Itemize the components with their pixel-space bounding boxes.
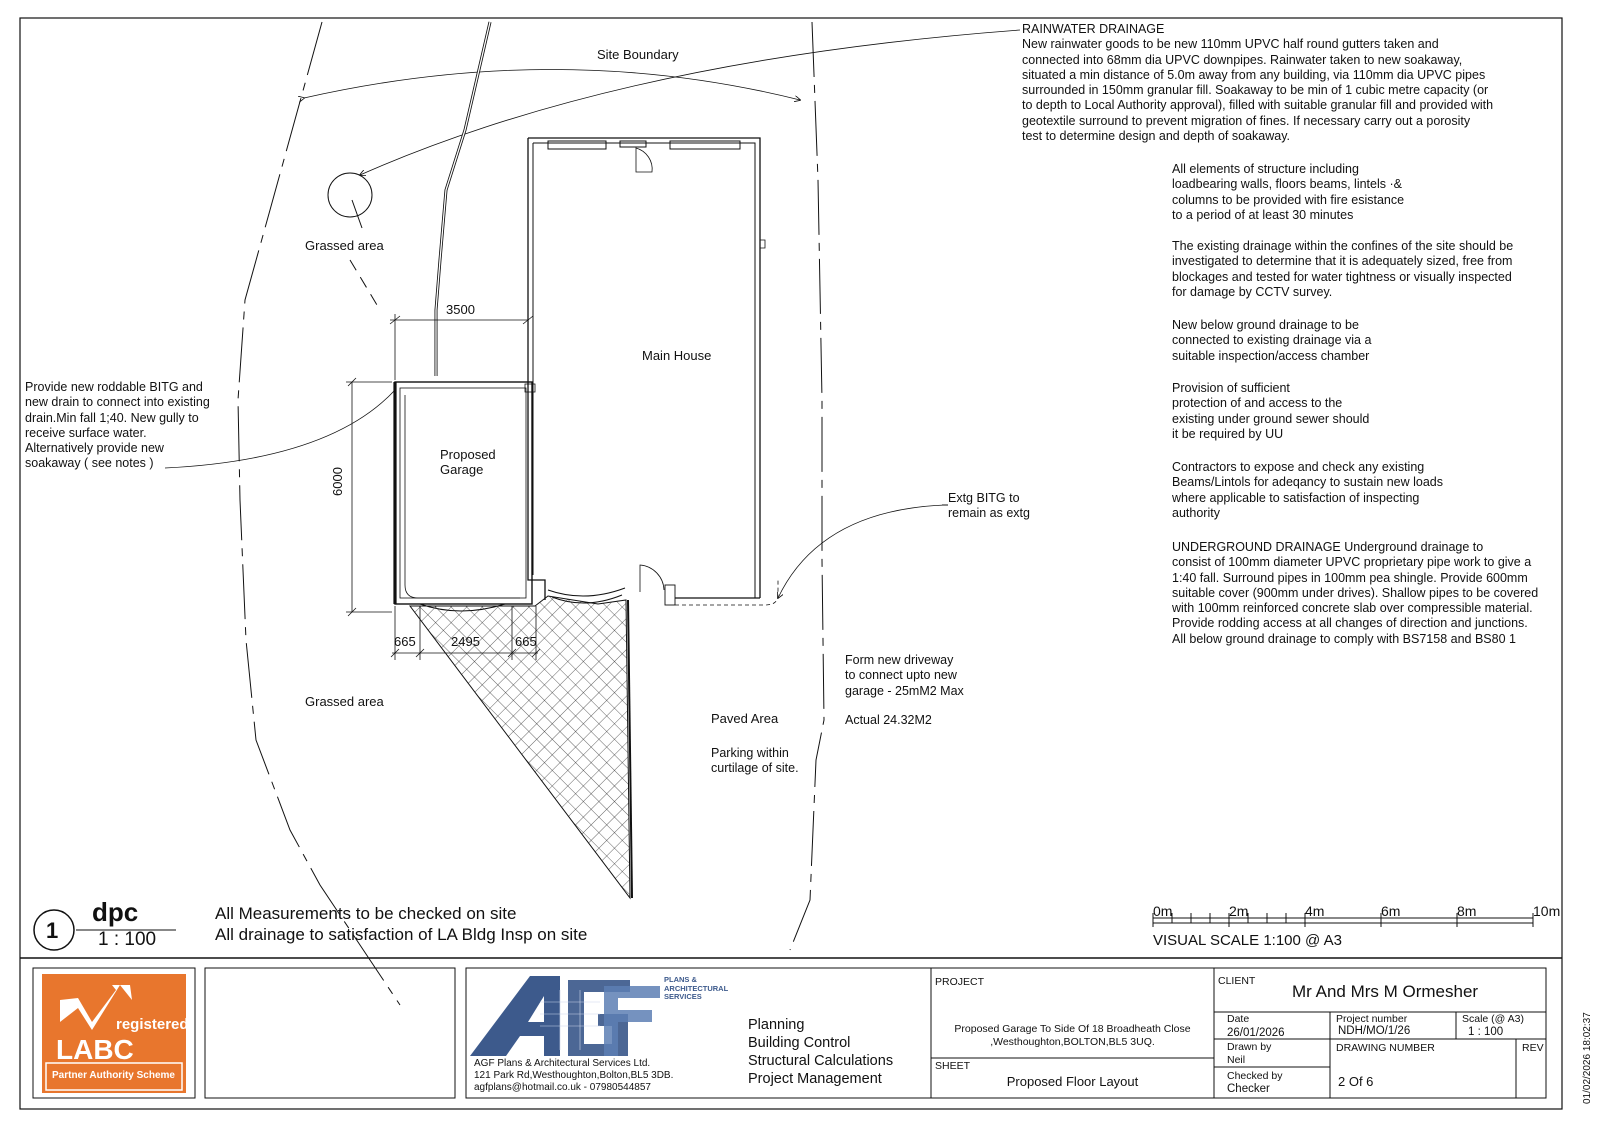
project-label: PROJECT — [935, 976, 985, 988]
scale-tick-0: 0m — [1153, 903, 1173, 919]
site-boundary-left — [238, 22, 400, 1005]
scale-tick-10: 10m — [1533, 903, 1561, 919]
dim-door: 2495 — [451, 634, 480, 649]
paved-area-label: Paved Area — [711, 711, 779, 726]
agf-logo — [470, 976, 660, 1056]
rainwater-drainage-note: RAINWATER DRAINAGE New rainwater goods to be new 110mm UPVC half round gutters taken and connected into 68mm dia UPVC downpipes. Rainwater taken to new soakaway, situated a min distance of 5.0m away from any building, via 110mm dia UPVC pipes surrounded in 150mm granular fill. Soakaway to be min of 1 cubic metre capacity (or to depth to Local Authority approval), filled with suitable granular fill and provided with geotextile surround to prevent migration of fines. If necessary carry out a porosity test to determine design and depth of soakaway. — [1022, 22, 1494, 144]
scale-tick-8: 8m — [1457, 903, 1477, 919]
site-boundary-label: Site Boundary — [597, 47, 679, 62]
agf-address: AGF Plans & Architectural Services Ltd. 121 Park Rd,Westhoughton,Bolton,BL5 3DB. agfplans@hotmail.co.uk - 07980544857 — [474, 1058, 674, 1093]
site-check-note: All Measurements to be checked on site All drainage to satisfaction of LA Bldg Insp on site — [215, 904, 588, 944]
services-list: Planning Building Control Structural Calculations Project Management — [748, 1017, 894, 1087]
drawing-number-value: 2 Of 6 — [1338, 1074, 1374, 1089]
contractors-note: Contractors to expose and check any existing Beams/Lintols for adeqancy to sustain new loads where applicable to satisfaction of inspecting authority — [1172, 460, 1443, 520]
drawn-by-label: Drawn by — [1227, 1041, 1272, 1053]
dim-side-left: 665 — [394, 634, 416, 649]
dim-width: 3500 — [446, 302, 475, 317]
dim-side-right: 665 — [515, 634, 537, 649]
print-timestamp: 01/02/2026 18:02:37 — [1582, 1012, 1593, 1104]
main-house-label: Main House — [642, 348, 712, 363]
client-label: CLIENT — [1218, 975, 1256, 987]
scale-tick-6: 6m — [1381, 903, 1401, 919]
garage-walls — [395, 382, 535, 611]
project-number-label: Project number — [1336, 1013, 1408, 1025]
main-house-outline — [528, 138, 778, 605]
new-bitg-note: Provide new roddable BITG and new drain to connect into existing drain.Min fall 1;40. New gully to receive surface water. Alternatively provide new soakaway ( see notes ) — [25, 380, 210, 471]
client-value: Mr And Mrs M Ormesher — [1292, 982, 1479, 1001]
checked-by-value: Checker — [1227, 1083, 1270, 1095]
grassed-area-label-top: Grassed area — [305, 238, 384, 253]
site-boundary-right — [790, 22, 824, 950]
scale-tick-4: 4m — [1305, 903, 1325, 919]
new-below-ground-note: New below ground drainage to be connected to existing drainage via a suitable inspection/access chamber — [1172, 318, 1372, 363]
scale-caption: VISUAL SCALE 1:100 @ A3 — [1153, 932, 1342, 949]
project-value: Proposed Garage To Side Of 18 Broadheath Close ,Westhoughton,BOLTON,BL5 3UQ. — [954, 1023, 1191, 1048]
labc-name: LABC — [56, 1034, 134, 1065]
project-number-value: NDH/MO/1/26 — [1338, 1025, 1411, 1037]
extg-bitg-note: Extg BITG to remain as extg — [948, 491, 1030, 521]
scale-tick-2: 2m — [1229, 903, 1249, 919]
view-scale: 1 : 100 — [98, 929, 157, 950]
existing-drainage-note: The existing drainage within the confines of the site should be investigated to determine that it is adequately sized, free from blockages and tested for water tightness or visually inspected for damage by CCTV survey. — [1172, 239, 1514, 299]
drawn-by-value: Neil — [1227, 1054, 1246, 1066]
sheet-label: SHEET — [935, 1060, 971, 1072]
scale-value: 1 : 100 — [1468, 1026, 1504, 1038]
actual-area-note: Actual 24.32M2 — [845, 713, 932, 727]
sewer-protection-note: Provision of sufficient protection of and access to the existing under ground sewer should it be required by UU — [1172, 381, 1370, 441]
soakaway-circle — [328, 173, 372, 217]
drawing-number-label: DRAWING NUMBER — [1336, 1042, 1435, 1054]
view-title: dpc — [92, 897, 139, 927]
rev-label: REV — [1522, 1042, 1544, 1054]
site-boundary-leader — [304, 69, 800, 100]
date-value: 26/01/2026 — [1227, 1027, 1285, 1039]
garage-label: Proposed Garage — [440, 447, 496, 477]
labc-registered: registered — [116, 1016, 189, 1033]
date-label: Date — [1227, 1013, 1250, 1025]
driveway-note: Form new driveway to connect upto new garage - 25mM2 Max — [845, 653, 964, 698]
checked-by-label: Checked by — [1227, 1070, 1283, 1082]
scale-label: Scale (@ A3) — [1462, 1013, 1525, 1025]
underground-drainage-note: UNDERGROUND DRAINAGE Underground drainage to consist of 100mm diameter UPVC proprietary pipe work to give a 1:40 fall. Surround pipes in 100mm pea shingle. Provide 600mm suitable cover (900mm under drives). Shallow pipes to be covered with 100mm reinforced concrete slab over compressible material. Provide rodding access at all changes of direction and junctions. All below ground drainage to comply with BS7158 and BS80 1 — [1172, 540, 1539, 646]
grassed-area-label-bottom: Grassed area — [305, 694, 384, 709]
parking-note: Parking within curtilage of site. — [711, 746, 799, 776]
sheet-value: Proposed Floor Layout — [1006, 1074, 1139, 1089]
agf-tagline: PLANS & ARCHITECTURAL SERVICES — [664, 975, 729, 1001]
dim-depth: 6000 — [330, 467, 345, 496]
labc-scheme: Partner Authority Scheme — [52, 1070, 175, 1081]
bitg-extg-leader — [778, 505, 945, 598]
site-boundary-inner — [350, 260, 380, 310]
view-number: 1 — [46, 918, 59, 943]
fire-resistance-note: All elements of structure including loadbearing walls, floors beams, lintels ·& columns to be provided with fire esistance to a period of at least 30 minutes — [1172, 162, 1405, 222]
